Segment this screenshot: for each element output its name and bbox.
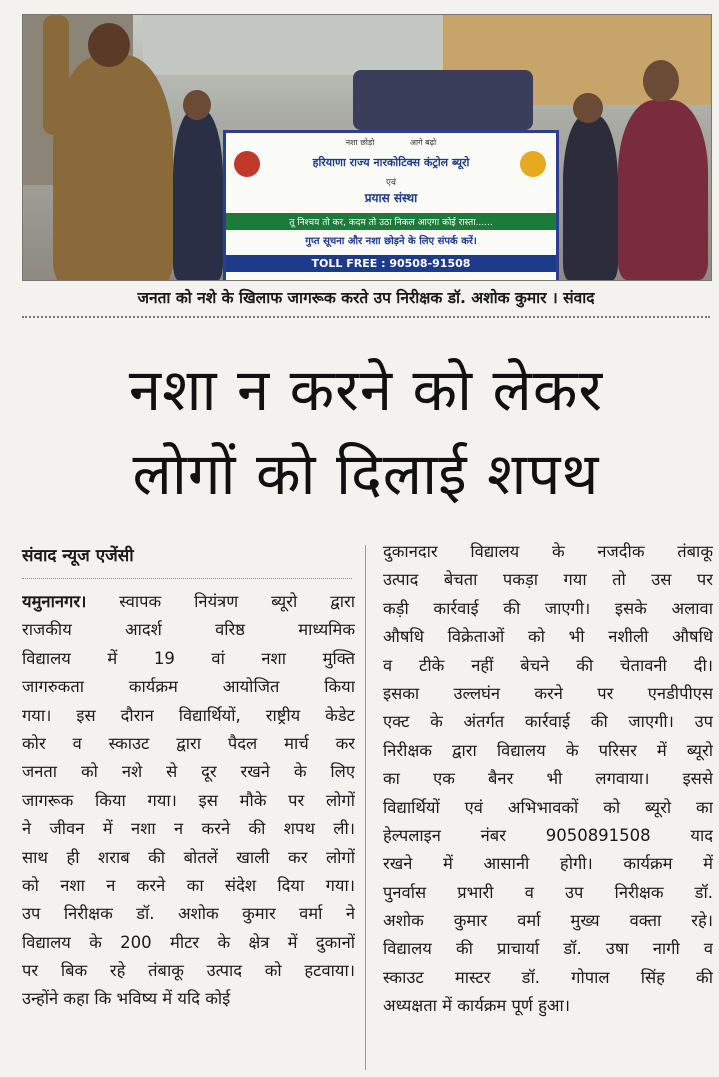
article-line: व टीके नहीं बेचने की चेतावनी दी। bbox=[383, 655, 713, 675]
banner-org: हरियाणा राज्य नारकोटिक्स कंट्रोल ब्यूरो bbox=[312, 156, 470, 169]
article-line: पुनर्वास प्रभारी व उप निरीक्षक डॉ. bbox=[383, 882, 713, 902]
article-line: का एक बैनर भी लगवाया। इससे bbox=[383, 769, 713, 789]
caption-divider bbox=[22, 316, 710, 318]
article-line: को नशा न करने का संदेश दिया गया। bbox=[22, 875, 355, 895]
article-line: कोर व स्काउट द्वारा पैदल मार्च कर bbox=[22, 733, 355, 753]
article-line: उत्पाद बेचता पकड़ा गया तो उस पर bbox=[383, 570, 713, 590]
article-line: निरीक्षक द्वारा विद्यालय के परिसर में ब्यूरो bbox=[383, 740, 713, 760]
article-line: गया। इस दौरान विद्यार्थियों, राष्ट्रीय केडेट bbox=[22, 705, 355, 725]
article-line: जागरुकता कार्यक्रम आयोजित किया bbox=[22, 677, 355, 697]
headline-line-1: नशा न करने को लेकर bbox=[128, 356, 604, 424]
column-divider bbox=[365, 545, 366, 1070]
article-line: विद्यालय के 200 मीटर के क्षेत्र में दुकानों bbox=[22, 932, 355, 952]
banner-slogan: तू निश्चय तो कर, कदम तो उठा निकल आएगा कोई रास्ता...... bbox=[226, 213, 556, 230]
article-line: पर बिक रहे तंबाकू उत्पाद को हटवाया। bbox=[22, 961, 355, 981]
banner-partner: प्रयास संस्था bbox=[364, 191, 418, 205]
article-line: इसका उल्लघंन करने पर एनडीपीएस bbox=[383, 683, 713, 703]
article-line: ने जीवन में नशा न करने की शपथ ली। bbox=[22, 819, 355, 839]
photo-caption: जनता को नशे के खिलाफ जागरूक करते उप निरीक्षक डॉ. अशोक कुमार । संवाद bbox=[137, 289, 595, 307]
banner-tollfree: TOLL FREE : 90508-91508 bbox=[226, 255, 556, 272]
article-line: विद्यालय की प्राचार्या डॉ. उषा नागी व bbox=[383, 939, 713, 959]
article-line: जागरूक किया गया। इस मौके पर लोगों bbox=[22, 790, 355, 810]
article-line: जनता को नशे से दूर रखने के लिए bbox=[22, 762, 355, 782]
news-photo bbox=[22, 14, 712, 281]
article-line: रखने में आसानी होगी। कार्यक्रम में bbox=[383, 854, 713, 874]
article-line: उप निरीक्षक डॉ. अशोक कुमार वर्मा ने bbox=[22, 904, 355, 924]
banner-top-line bbox=[226, 137, 556, 148]
article-line: उन्होंने कहा कि भविष्य में यदि कोई bbox=[22, 989, 231, 1009]
article-line: राजकीय आदर्श वरिष्ठ माध्यमिक bbox=[22, 620, 355, 640]
article-line: हेल्पलाइन नंबर 9050891508 याद bbox=[383, 825, 713, 845]
banner-contact: गुप्त सूचना और नशा छोड़ने के लिए संपर्क करें। bbox=[305, 236, 477, 247]
article-line: यमुनानगर। स्वापक नियंत्रण ब्यूरो द्वारा bbox=[22, 592, 355, 611]
article-line: अध्यक्षता में कार्यक्रम पूर्ण हुआ। bbox=[383, 996, 570, 1016]
dateline: यमुनानगर। bbox=[22, 592, 87, 611]
article-line: साथ ही शराब की बोतलें खाली कर लोगों bbox=[22, 847, 355, 867]
article-column-1 bbox=[22, 588, 355, 1014]
article-line: विद्यालय में 19 वां नशा मुक्ति bbox=[22, 648, 355, 668]
article-line: अशोक कुमार वर्मा मुख्य वक्ता रहे। bbox=[383, 911, 713, 931]
banner-conj: एवं bbox=[386, 178, 396, 188]
byline: संवाद न्यूज एजेंसी bbox=[22, 546, 134, 566]
article-line: दुकानदार विद्यालय के नजदीक तंबाकू bbox=[383, 542, 713, 561]
article-line: औषधि विक्रेताओं को भी नशीली औषधि bbox=[383, 627, 713, 647]
article-line: कड़ी कार्रवाई की जाएगी। इसके अलावा bbox=[383, 598, 713, 618]
headline-line-2: लोगों को दिलाई शपथ bbox=[132, 440, 600, 508]
article-line: विद्यार्थियों एवं अभिभावकों को ब्यूरो का bbox=[383, 797, 713, 817]
article-line: एक्ट के अंतर्गत कार्रवाई की जाएगी। उप bbox=[383, 712, 713, 732]
article-column-2 bbox=[383, 538, 713, 1021]
article-line: स्काउट मास्टर डॉ. गोपाल सिंह की bbox=[383, 967, 713, 987]
banner-top-left: नशा छोड़ो bbox=[345, 138, 375, 147]
banner-top-right: आगे बढ़ो bbox=[409, 138, 437, 147]
byline-divider bbox=[22, 578, 352, 579]
photo-banner bbox=[223, 130, 559, 281]
